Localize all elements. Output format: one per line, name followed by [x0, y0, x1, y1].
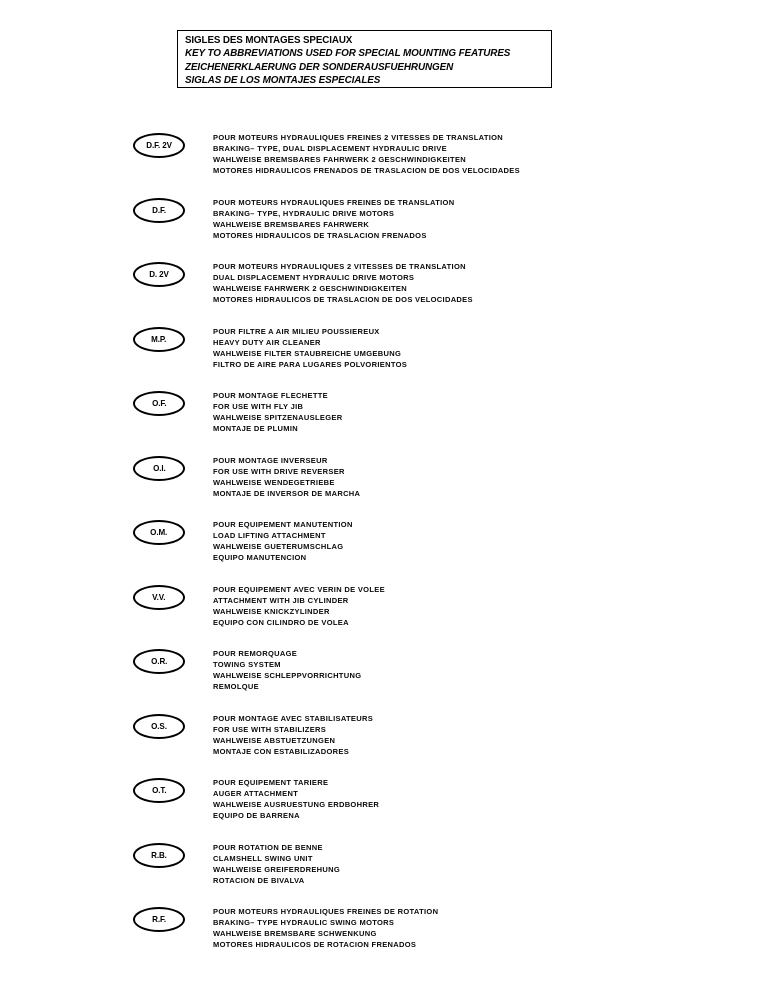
- description-line: WAHLWEISE BREMSBARES FAHRWERK: [213, 219, 370, 229]
- description-line: POUR MOTEURS HYDRAULIQUES FREINES DE ROTATION: [213, 907, 439, 916]
- abbreviation-description: [213, 584, 573, 628]
- description-line: AUGER ATTACHMENT: [213, 789, 299, 799]
- abbreviation-badge: [133, 262, 185, 287]
- description-line: WAHLWEISE SPITZENAUSLEGER: [213, 413, 343, 423]
- description-line: POUR MONTAGE AVEC STABILISATEURS: [213, 713, 374, 723]
- description-line: MOTORES HIDRAULICOS FRENADOS DE TRASLACION DE DOS VELOCIDADES: [213, 166, 520, 176]
- abbreviation-description: [213, 455, 573, 499]
- description-line: POUR MOTEURS HYDRAULIQUES FREINES 2 VITESSES DE TRANSLATION: [213, 133, 504, 142]
- description-line: POUR REMORQUAGE: [213, 649, 298, 658]
- description-line: MONTAJE CON ESTABILIZADORES: [213, 746, 350, 756]
- abbreviation-badge: [133, 520, 185, 545]
- description-line: EQUIPO MANUTENCION: [213, 553, 307, 563]
- abbreviation-badge: [133, 907, 185, 932]
- abbreviation-list: [0, 132, 772, 971]
- description-line: EQUIPO DE BARRENA: [213, 811, 300, 821]
- description-line: WAHLWEISE GREIFERDREHUNG: [213, 864, 341, 874]
- description-line: EQUIPO CON CILINDRO DE VOLEA: [213, 617, 349, 627]
- abbreviation-description: [213, 713, 573, 757]
- abbreviation-badge: [133, 649, 185, 674]
- description-line: TOWING SYSTEM: [213, 660, 281, 670]
- description-line: WAHLWEISE AUSRUESTUNG ERDBOHRER: [213, 800, 380, 810]
- description-line: MOTORES HIDRAULICOS DE ROTACION FRENADOS: [213, 940, 417, 950]
- abbreviation-entry: [0, 132, 772, 197]
- abbreviation-badge: [133, 391, 185, 416]
- description-line: POUR MOTEURS HYDRAULIQUES 2 VITESSES DE TRANSLATION: [213, 262, 466, 271]
- abbreviation-badge: [133, 843, 185, 868]
- abbreviation-badge: [133, 327, 185, 352]
- abbreviation-badge: [133, 133, 185, 158]
- abbreviation-entry: [0, 906, 772, 971]
- abbreviation-code: D.F. 2V: [146, 141, 172, 150]
- description-line: BRAKING– TYPE HYDRAULIC SWING MOTORS: [213, 918, 395, 928]
- title-line-es: SIGLAS DE LOS MONTAJES ESPECIALES: [185, 75, 381, 87]
- abbreviation-entry: [0, 455, 772, 520]
- abbreviation-code: O.S.: [151, 721, 167, 731]
- abbreviation-code: R.B.: [151, 850, 167, 860]
- description-line: POUR MONTAGE FLECHETTE: [213, 391, 329, 400]
- abbreviation-entry: [0, 584, 772, 649]
- abbreviation-code: R.F.: [152, 915, 166, 924]
- description-line: MOTORES HIDRAULICOS DE TRASLACION DE DOS VELOCIDADES: [213, 295, 473, 305]
- abbreviation-description: [213, 390, 573, 434]
- abbreviation-badge: [133, 198, 185, 223]
- description-line: WAHLWEISE SCHLEPPVORRICHTUNG: [213, 671, 362, 681]
- abbreviation-description: [213, 777, 573, 821]
- title-line-en: KEY TO ABBREVIATIONS USED FOR SPECIAL MOUNTING FEATURES: [185, 48, 511, 59]
- abbreviation-code: O.R.: [150, 657, 168, 666]
- description-line: POUR FILTRE A AIR MILIEU POUSSIEREUX: [213, 326, 380, 336]
- abbreviation-description: [213, 906, 573, 950]
- abbreviation-entry: [0, 842, 772, 907]
- description-line: FOR USE WITH STABILIZERS: [213, 724, 327, 734]
- description-line: FOR USE WITH DRIVE REVERSER: [213, 466, 345, 476]
- title-line-de: ZEICHENERKLAERUNG DER SONDERAUSFUEHRUNGEN: [185, 61, 454, 73]
- abbreviation-entry: [0, 713, 772, 778]
- abbreviation-badge: [133, 778, 185, 803]
- abbreviation-code: O.T.: [151, 786, 167, 795]
- abbreviation-description: [213, 261, 573, 305]
- description-line: DUAL DISPLACEMENT HYDRAULIC DRIVE MOTORS: [213, 273, 415, 283]
- abbreviation-code: D.F.: [152, 205, 166, 215]
- abbreviation-code: O.I.: [152, 463, 166, 473]
- description-line: WAHLWEISE GUETERUMSCHLAG: [213, 542, 344, 552]
- abbreviation-badge: [133, 456, 185, 481]
- description-line: POUR MONTAGE INVERSEUR: [213, 455, 328, 465]
- abbreviation-entry: [0, 648, 772, 713]
- description-line: WAHLWEISE BREMSBARE SCHWENKUNG: [213, 929, 377, 939]
- title-line-fr: SIGLES DES MONTAGES SPECIAUX: [185, 35, 353, 46]
- description-line: MONTAJE DE PLUMIN: [213, 424, 299, 434]
- abbreviation-code: M.P.: [151, 334, 167, 344]
- description-line: CLAMSHELL SWING UNIT: [213, 853, 313, 863]
- description-line: FOR USE WITH FLY JIB: [213, 402, 304, 412]
- description-line: POUR MOTEURS HYDRAULIQUES FREINES DE TRANSLATION: [213, 197, 455, 207]
- abbreviation-code: D. 2V: [149, 270, 169, 279]
- abbreviation-badge: [133, 714, 185, 739]
- description-line: WAHLWEISE ABSTUETZUNGEN: [213, 735, 336, 745]
- abbreviation-badge: [133, 585, 185, 610]
- description-line: POUR EQUIPEMENT MANUTENTION: [213, 520, 353, 529]
- abbreviation-description: [213, 842, 573, 886]
- description-line: FILTRO DE AIRE PARA LUGARES POLVORIENTOS: [213, 359, 408, 369]
- abbreviation-entry: [0, 197, 772, 262]
- description-line: WAHLWEISE FAHRWERK 2 GESCHWINDIGKEITEN: [213, 284, 408, 294]
- legend-title-box: [177, 30, 552, 88]
- description-line: ATTACHMENT WITH JIB CYLINDER: [213, 595, 349, 605]
- description-line: POUR EQUIPEMENT AVEC VERIN DE VOLEE: [213, 584, 385, 594]
- description-line: POUR ROTATION DE BENNE: [213, 842, 323, 852]
- abbreviation-description: [213, 326, 573, 370]
- description-line: WAHLWEISE WENDEGETRIEBE: [213, 477, 335, 487]
- abbreviation-entry: [0, 519, 772, 584]
- description-line: WAHLWEISE KNICKZYLINDER: [213, 606, 330, 616]
- abbreviation-entry: [0, 326, 772, 391]
- description-line: LOAD LIFTING ATTACHMENT: [213, 531, 326, 541]
- description-line: REMOLQUE: [213, 682, 259, 692]
- description-line: MONTAJE DE INVERSOR DE MARCHA: [213, 488, 361, 498]
- description-line: BRAKING– TYPE, DUAL DISPLACEMENT HYDRAULIC DRIVE: [213, 144, 447, 154]
- abbreviation-code: O.F.: [151, 399, 167, 408]
- abbreviation-entry: [0, 390, 772, 455]
- abbreviation-entry: [0, 261, 772, 326]
- abbreviation-description: [213, 197, 573, 241]
- abbreviation-code: V.V.: [152, 592, 166, 602]
- description-line: HEAVY DUTY AIR CLEANER: [213, 337, 321, 347]
- abbreviation-entry: [0, 777, 772, 842]
- description-line: MOTORES HIDRAULICOS DE TRASLACION FRENADOS: [213, 230, 427, 240]
- description-line: POUR EQUIPEMENT TARIERE: [213, 778, 329, 787]
- abbreviation-description: [213, 519, 573, 563]
- description-line: WAHLWEISE BREMSBARES FAHRWERK 2 GESCHWINDIGKEITEN: [213, 155, 467, 165]
- description-line: BRAKING– TYPE, HYDRAULIC DRIVE MOTORS: [213, 208, 395, 218]
- description-line: ROTACION DE BIVALVA: [213, 875, 305, 885]
- abbreviation-description: [213, 648, 573, 692]
- abbreviation-code: O.M.: [150, 528, 168, 537]
- description-line: WAHLWEISE FILTER STAUBREICHE UMGEBUNG: [213, 348, 402, 358]
- abbreviation-description: [213, 132, 573, 176]
